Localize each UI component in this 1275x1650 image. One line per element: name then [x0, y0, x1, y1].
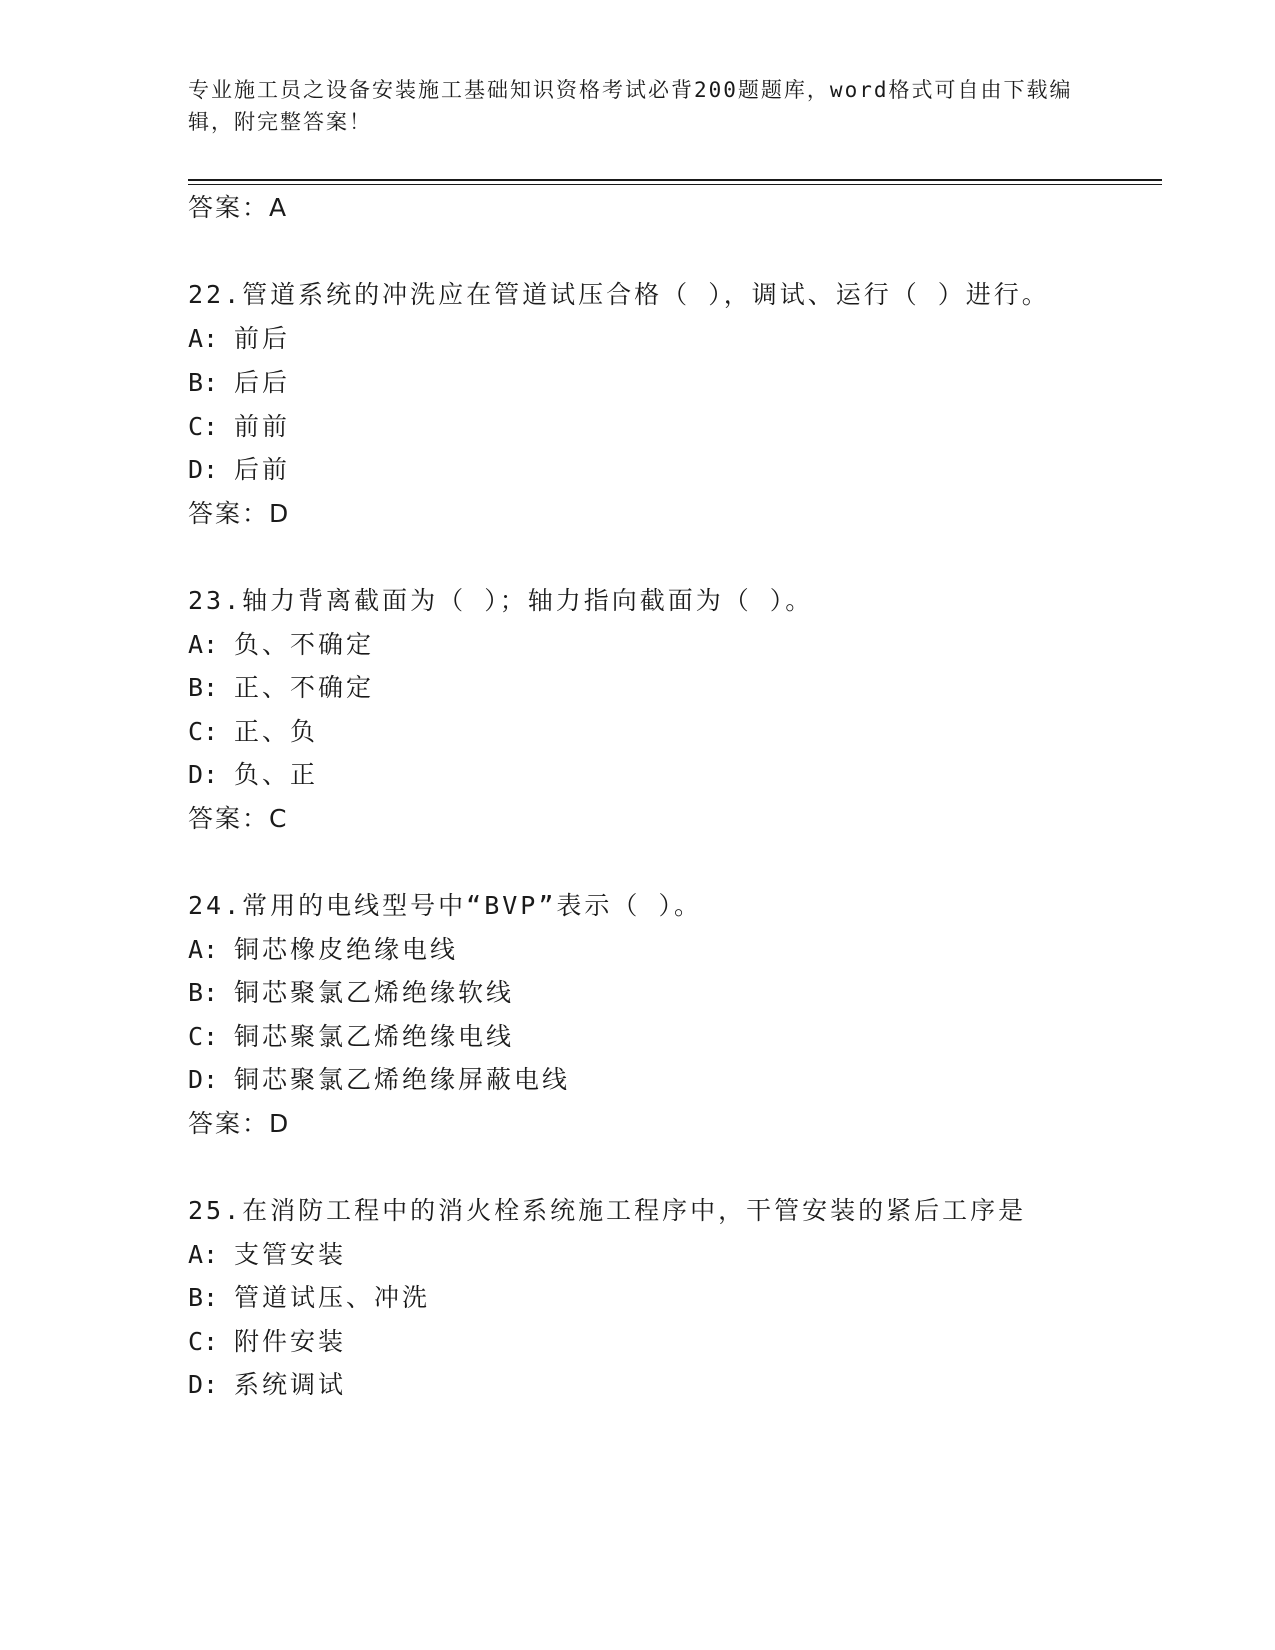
option-text: 负、正 — [234, 760, 319, 789]
option-letter: A: — [188, 630, 219, 659]
question-25-option-c — [188, 1324, 346, 1360]
option-letter: C: — [188, 1022, 219, 1051]
option-text: 附件安装 — [234, 1327, 347, 1356]
question-24-option-d — [188, 1062, 570, 1098]
option-text: 负、不确定 — [234, 630, 375, 659]
question-24-stem: 24.常用的电线型号中“BVP”表示（ ）。 — [188, 891, 702, 920]
option-text: 支管安装 — [234, 1240, 347, 1269]
answer-21: 答案：A — [188, 193, 289, 222]
option-letter: C: — [188, 1327, 219, 1356]
option-text: 铜芯聚氯乙烯绝缘电线 — [234, 1022, 515, 1051]
option-text: 系统调试 — [234, 1370, 347, 1399]
option-text: 后后 — [234, 368, 291, 397]
option-text: 管道试压、冲洗 — [234, 1283, 431, 1312]
option-text: 前前 — [234, 412, 291, 441]
option-text: 正、负 — [234, 717, 319, 746]
question-22-option-b — [188, 365, 290, 401]
option-text: 铜芯橡皮绝缘电线 — [234, 935, 459, 964]
answer-23: 答案：C — [188, 804, 289, 833]
answer-24: 答案：D — [188, 1109, 291, 1138]
option-letter: B: — [188, 368, 219, 397]
question-24-option-a — [188, 932, 458, 968]
question-22-stem: 22.管道系统的冲洗应在管道试压合格（ ），调试、运行（ ）进行。 — [188, 280, 1050, 309]
option-letter: D: — [188, 455, 219, 484]
option-letter: C: — [188, 412, 219, 441]
option-text: 前后 — [234, 324, 291, 353]
option-letter: A: — [188, 935, 219, 964]
option-text: 后前 — [234, 455, 291, 484]
question-25-stem: 25.在消防工程中的消火栓系统施工程序中，干管安装的紧后工序是 — [188, 1196, 1027, 1225]
option-letter: A: — [188, 324, 219, 353]
option-text: 铜芯聚氯乙烯绝缘屏蔽电线 — [234, 1065, 571, 1094]
question-24-option-c — [188, 1019, 514, 1055]
question-23-option-a — [188, 627, 374, 663]
document-header: 专业施工员之设备安装施工基础知识资格考试必背200题题库，word格式可自由下载编辑，附完整答案！ — [188, 78, 1073, 134]
question-22-option-c — [188, 409, 290, 445]
question-25-option-a — [188, 1237, 346, 1273]
option-letter: A: — [188, 1240, 219, 1269]
question-22-option-d — [188, 452, 290, 488]
option-text: 正、不确定 — [234, 673, 375, 702]
option-letter: D: — [188, 760, 219, 789]
question-24-option-b — [188, 975, 514, 1011]
option-letter: D: — [188, 1065, 219, 1094]
header-divider-thin — [188, 184, 1162, 185]
option-letter: B: — [188, 978, 219, 1007]
option-letter: B: — [188, 673, 219, 702]
option-letter: C: — [188, 717, 219, 746]
question-23-option-d — [188, 757, 318, 793]
question-23-stem: 23.轴力背离截面为（ ）；轴力指向截面为（ ）。 — [188, 586, 814, 615]
question-23-option-c — [188, 714, 318, 750]
answer-22: 答案：D — [188, 499, 291, 528]
question-22-option-a — [188, 321, 290, 357]
question-23-option-b — [188, 670, 374, 706]
option-letter: D: — [188, 1370, 219, 1399]
question-25-option-d — [188, 1367, 346, 1403]
header-divider-thick — [188, 179, 1162, 181]
question-25-option-b — [188, 1280, 430, 1316]
option-letter: B: — [188, 1283, 219, 1312]
option-text: 铜芯聚氯乙烯绝缘软线 — [234, 978, 515, 1007]
